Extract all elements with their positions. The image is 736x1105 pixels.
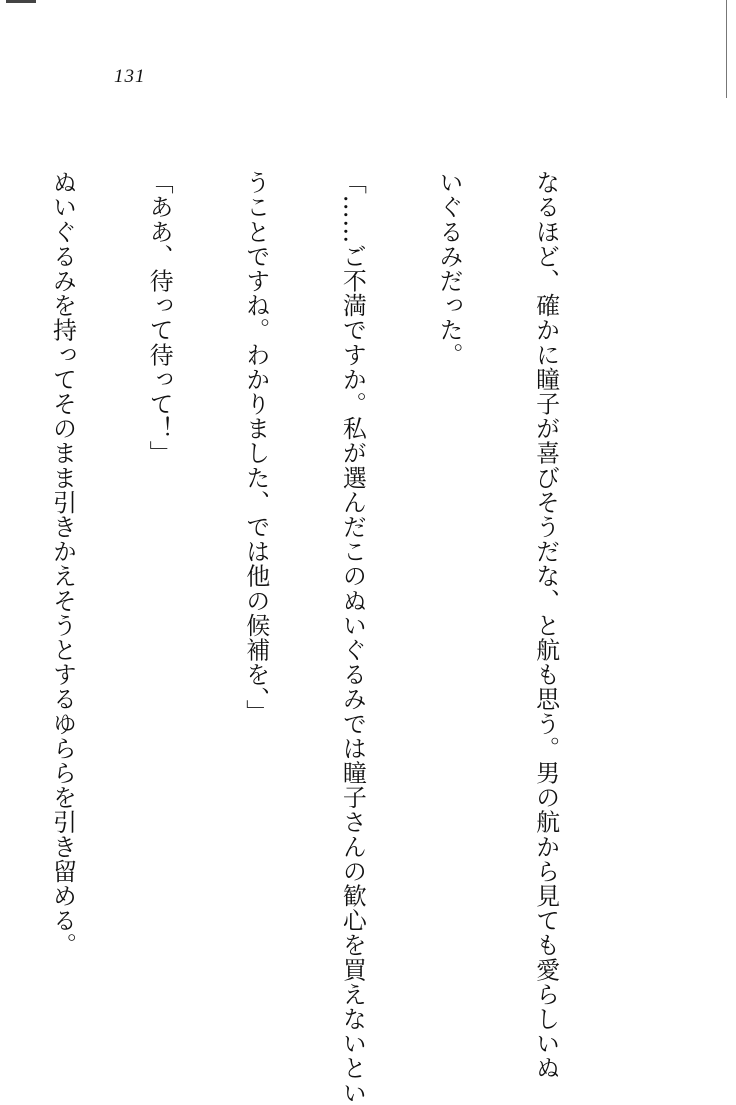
novel-body-text [0,170,626,1105]
text-line: うことですね。わかりました、では他の候補を、」 [241,170,270,724]
scan-edge-line [726,0,727,98]
page-number: 131 [114,66,146,87]
text-line: ぬいぐるみを持ってそのまま引きかえそうとするゆららを引き留める。 [48,170,77,958]
text-line: 「ああ、待って待って！」 [145,170,174,466]
text-line: なるほど、確かに瞳子が喜びそうだな、と航も思う。男の航から見ても愛らしいぬ [531,170,560,1081]
scan-edge-mark [6,0,36,3]
text-line: いぐるみだった。 [434,170,463,367]
text-line: 「……ご不満ですか。私が選んだこのぬいぐるみでは瞳子さんの歓心を買えないとい [338,170,367,1105]
